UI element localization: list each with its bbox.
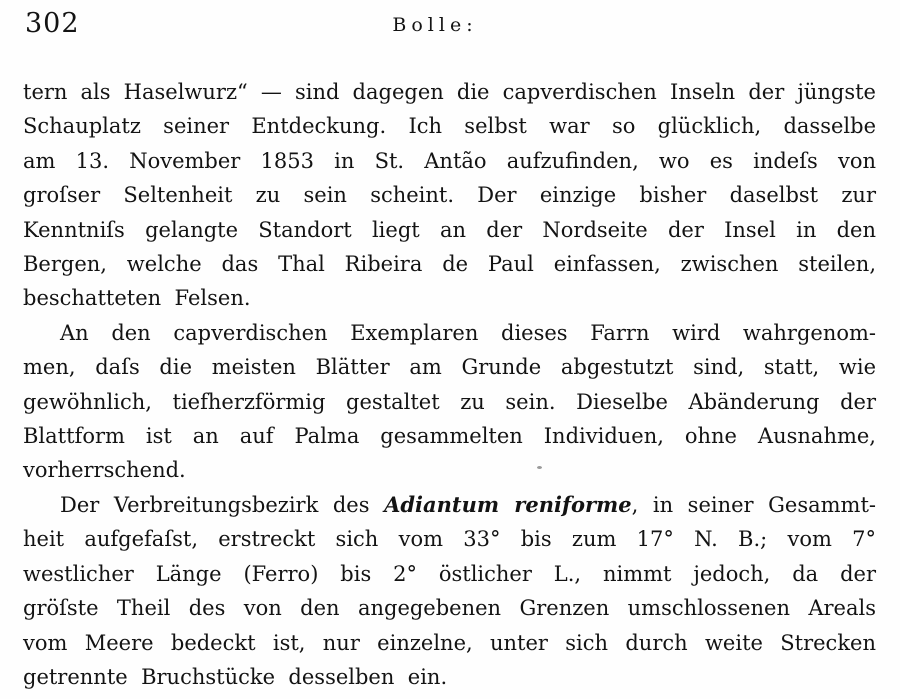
text-line: vorherrschend. <box>23 458 186 483</box>
text-line: Kenntniſs gelangte Standort liegt an der Nordseite der Insel in den <box>23 217 876 242</box>
text-line: westlicher Länge (Ferro) bis 2° östlicher L., nimmt jedoch, da der <box>23 561 876 586</box>
text-line: getrennte Bruchstücke desselben ein. <box>23 664 448 689</box>
text-line <box>23 488 876 522</box>
text-line: gewöhnlich, tiefherzförmig gestaltet zu sein. Dieselbe Abänderung der <box>23 389 876 414</box>
running-title: Bolle: <box>392 14 478 36</box>
paragraph-1 <box>23 75 876 316</box>
text-line: gröſste Theil des von den angegebenen Grenzen umschlossenen Areals <box>23 596 876 621</box>
text-segment: Der Verbreitungsbezirk des <box>60 492 385 517</box>
text-segment: , in seiner Gesammt- <box>631 492 876 517</box>
text-line: men, daſs die meisten Blätter am Grunde abgestutzt sind, statt, wie <box>23 355 876 380</box>
paragraph-3 <box>23 488 876 694</box>
page-header <box>0 5 900 45</box>
text-line: vom Meere bedeckt ist, nur einzelne, unter sich durch weite Strecken <box>23 630 876 655</box>
ink-speck <box>537 466 542 469</box>
text-line: An den capverdischen Exemplaren dieses Farrn wird wahrgenom- <box>60 320 876 345</box>
text-line: tern als Haselwurz“ — sind dagegen die capverdischen Inseln der jüngste <box>23 80 876 104</box>
text-line: am 13. November 1853 in St. Antão aufzufinden, wo es indeſs von <box>23 148 876 173</box>
species-name: Adiantum reniforme <box>384 491 632 517</box>
paragraph-2 <box>23 316 876 488</box>
text-line: groſser Seltenheit zu sein scheint. Der einzige bisher daselbst zur <box>23 183 876 208</box>
text-line: Schauplatz seiner Entdeckung. Ich selbst war so glücklich, dasselbe <box>23 114 876 139</box>
text-line: heit aufgefaſst, erstreckt sich vom 33° bis zum 17° N. B.; vom 7° <box>23 527 876 552</box>
text-line: Blattform ist an auf Palma gesammelten Individuen, ohne Ausnahme, <box>23 424 876 449</box>
page-number: 302 <box>25 8 80 39</box>
text-line: Bergen, welche das Thal Ribeira de Paul einfassen, zwischen steilen, <box>23 252 876 277</box>
page-body <box>23 75 876 694</box>
text-line: beschatteten Felsen. <box>23 286 251 311</box>
